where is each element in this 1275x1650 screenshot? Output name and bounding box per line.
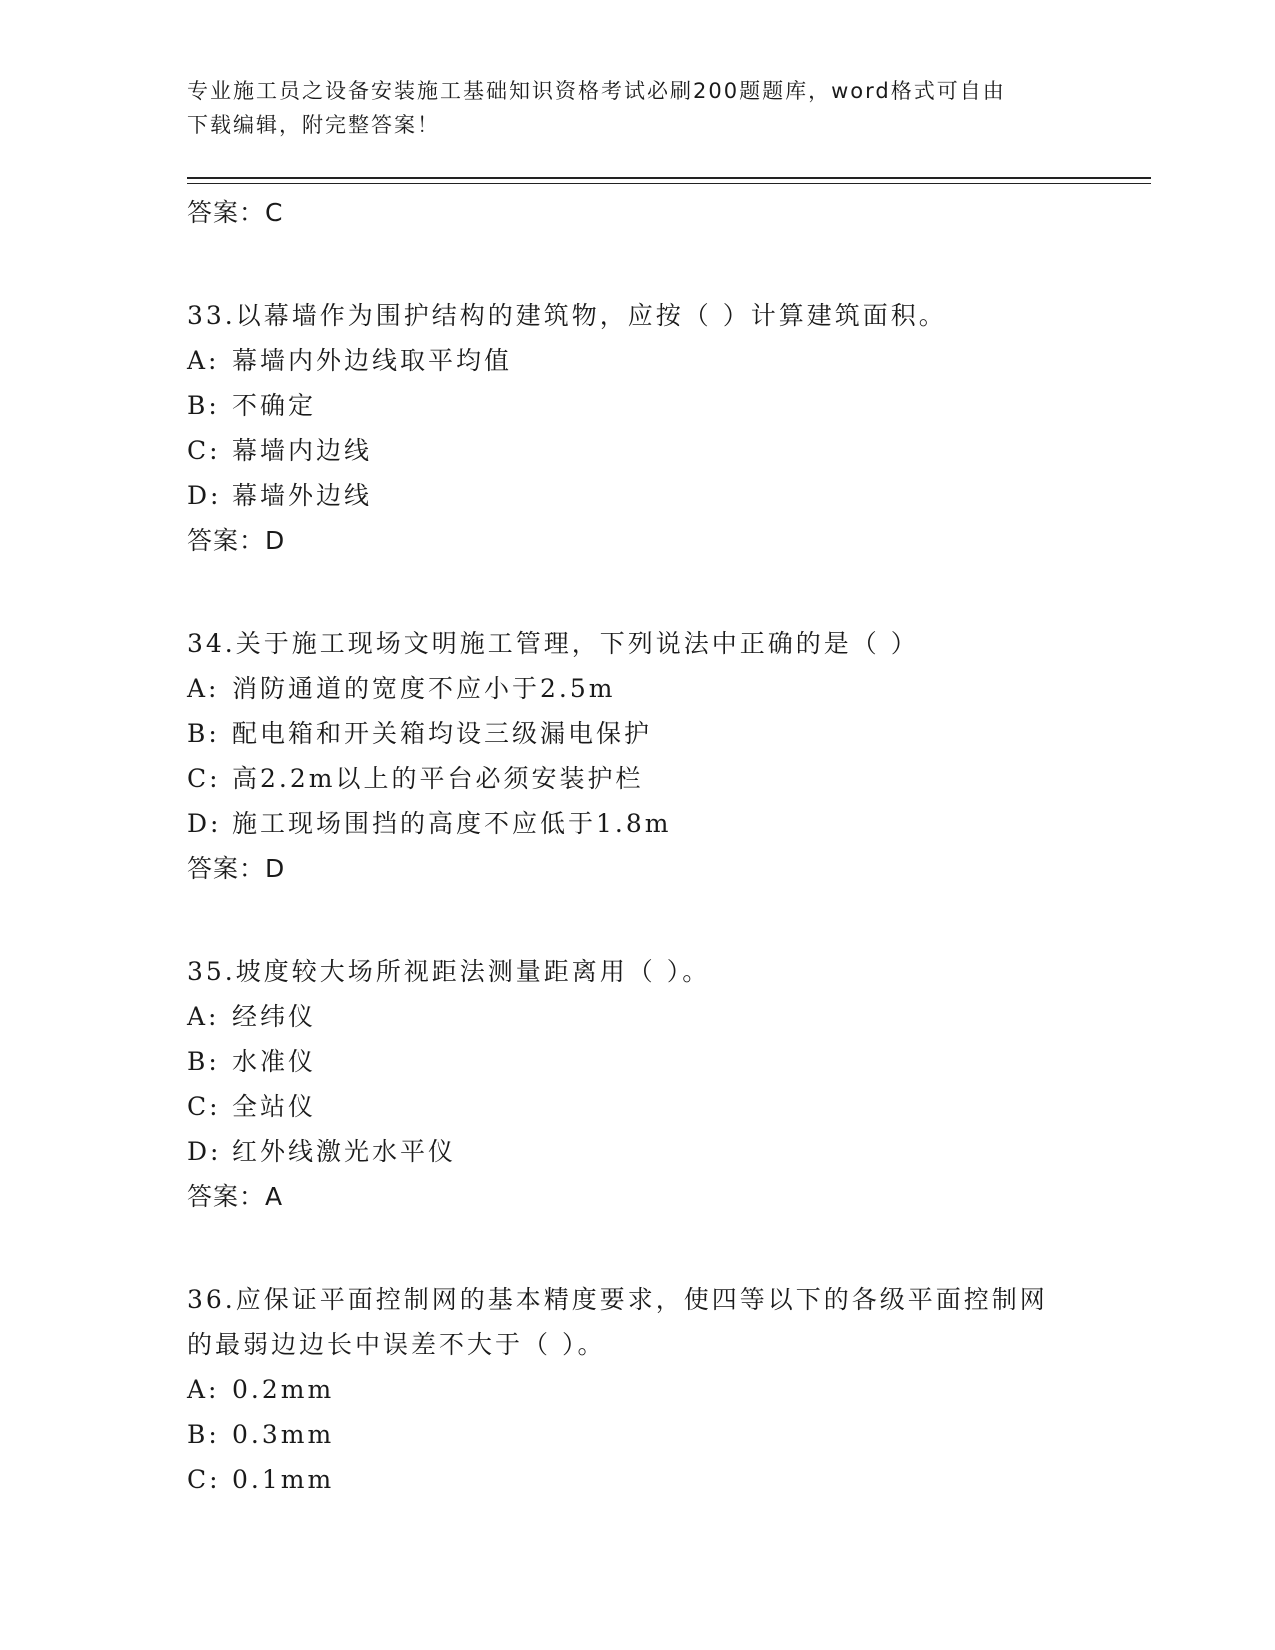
option-letter: A:	[187, 1375, 220, 1404]
header-rule-thin	[187, 183, 1151, 184]
question-list	[187, 190, 1087, 1502]
question-text: 33.以幕墙作为围护结构的建筑物，应按（ ）计算建筑面积。	[187, 301, 947, 330]
answer-line: 答案：D	[187, 854, 286, 883]
option-d	[187, 473, 1087, 518]
option-text: 全站仪	[232, 1092, 317, 1121]
option-c	[187, 756, 1087, 801]
header-line-1: 专业施工员之设备安装施工基础知识资格考试必刷200题题库，word格式可自由	[187, 79, 1006, 103]
previous-answer: 答案：C	[187, 198, 284, 227]
option-a	[187, 338, 1087, 383]
option-text: 施工现场围挡的高度不应低于1.8m	[232, 809, 672, 838]
option-letter: D:	[187, 1137, 222, 1166]
question-text: 35.坡度较大场所视距法测量距离用（ ）。	[187, 957, 711, 986]
option-text: 水准仪	[232, 1047, 317, 1076]
option-a	[187, 666, 1087, 711]
option-text: 高2.2m以上的平台必须安装护栏	[232, 764, 644, 793]
option-text: 幕墙外边线	[232, 481, 373, 510]
option-b	[187, 1039, 1087, 1084]
answer-line: 答案：D	[187, 526, 286, 555]
question-36	[187, 1277, 1087, 1502]
option-text: 幕墙内边线	[232, 436, 373, 465]
option-letter: A:	[187, 674, 220, 703]
header-line-2: 下载编辑，附完整答案！	[187, 113, 440, 137]
page-header	[187, 74, 1087, 142]
option-a	[187, 1367, 1087, 1412]
option-letter: A:	[187, 346, 220, 375]
option-letter: C:	[187, 436, 221, 465]
option-text: 红外线激光水平仪	[232, 1137, 457, 1166]
question-text-line-2: 的最弱边边长中误差不大于（ ）。	[187, 1330, 606, 1359]
answer-line: 答案：A	[187, 1182, 284, 1211]
option-letter: B:	[187, 1047, 220, 1076]
option-a	[187, 994, 1087, 1039]
option-c	[187, 1084, 1087, 1129]
question-text-line-1: 36.应保证平面控制网的基本精度要求，使四等以下的各级平面控制网	[187, 1285, 1048, 1314]
option-text: 0.3mm	[232, 1420, 335, 1449]
option-letter: B:	[187, 391, 220, 420]
option-d	[187, 1129, 1087, 1174]
option-letter: C:	[187, 1092, 221, 1121]
option-b	[187, 383, 1087, 428]
option-letter: A:	[187, 1002, 220, 1031]
option-letter: C:	[187, 1465, 221, 1494]
option-text: 配电箱和开关箱均设三级漏电保护	[232, 719, 653, 748]
option-letter: D:	[187, 809, 222, 838]
question-text: 34.关于施工现场文明施工管理，下列说法中正确的是（ ）	[187, 629, 919, 658]
option-b	[187, 711, 1087, 756]
option-c	[187, 428, 1087, 473]
option-b	[187, 1412, 1087, 1457]
option-c	[187, 1457, 1087, 1502]
option-d	[187, 801, 1087, 846]
header-rule-thick	[187, 177, 1151, 179]
option-text: 0.2mm	[232, 1375, 335, 1404]
option-text: 不确定	[232, 391, 317, 420]
option-letter: B:	[187, 1420, 220, 1449]
question-35	[187, 949, 1087, 1219]
question-34	[187, 621, 1087, 891]
option-text: 经纬仪	[232, 1002, 317, 1031]
option-letter: D:	[187, 481, 222, 510]
question-33	[187, 293, 1087, 563]
option-text: 幕墙内外边线取平均值	[232, 346, 513, 375]
option-text: 0.1mm	[232, 1465, 335, 1494]
option-letter: C:	[187, 764, 221, 793]
option-text: 消防通道的宽度不应小于2.5m	[232, 674, 616, 703]
option-letter: B:	[187, 719, 220, 748]
